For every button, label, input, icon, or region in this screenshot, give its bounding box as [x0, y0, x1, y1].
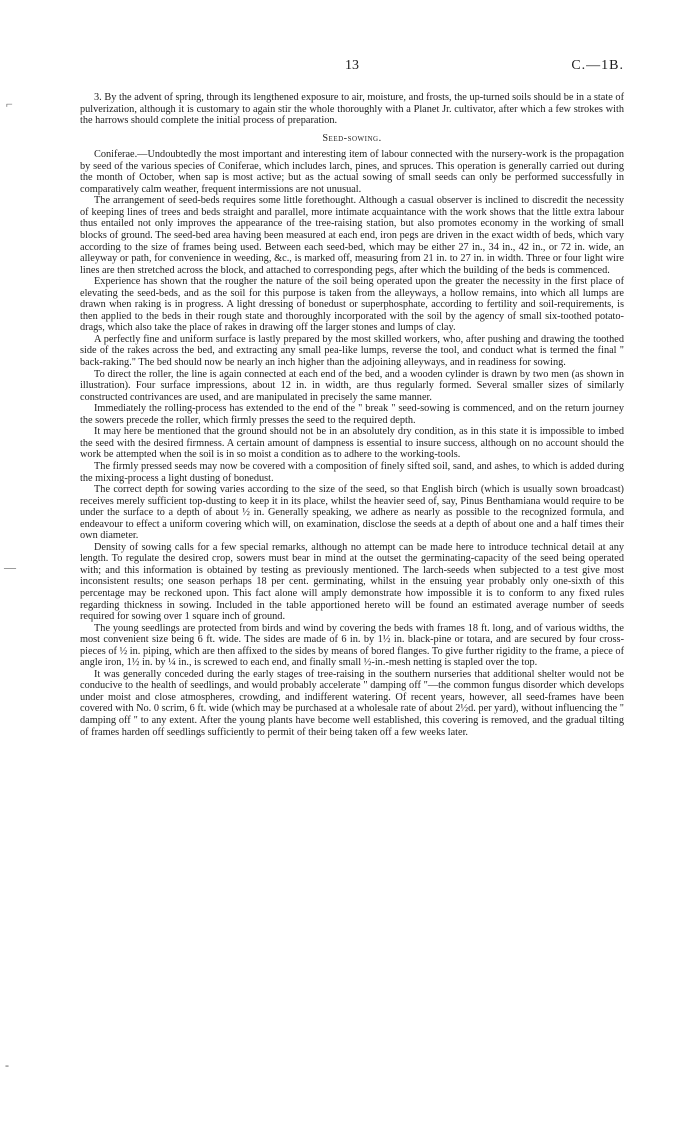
paragraph: Experience has shown that the rougher the nature of the soil being operated upon the greater the necessity in the first place of elevating the seed-beds, and as the soil for this purpose is taken from the alleyways, a hollow remains, into which all lumps are drawn when raking is in progress. A light dressing of bonedust or superphosphate, according to fertility and soil-requirements, is then applied to the beds in their rough state and thoroughly incorporated with the soil by the agency of small six-toothed potato-drags, which also take the place of rakes in drawing off the larger stones and lumps of clay.	[80, 276, 624, 334]
paragraph: The firmly pressed seeds may now be covered with a composition of finely sifted soil, sand, and ashes, to which is added during the mixing-process a light dusting of bonedust.	[80, 460, 624, 484]
paragraph: Coniferae.—Undoubtedly the most important and interesting item of labour connected with the nursery-work is the propagation by seed of the various species of Coniferae, which includes larch, pines, and spruces. This operation is generally carried out during the month of October, when sap is most active; but as the actual sowing of small seeds can only be performed successfully in comparatively calm weather, frequent intermissions are not unusual.	[80, 149, 624, 195]
paragraph: The young seedlings are protected from birds and wind by covering the beds with frames 18 ft. long, and of various widths, the most convenient size being 6 ft. wide. The sides are made of 6 in. by 1½ in. black-pine or totara, and are secured by four cross-pieces of ½ in. piping, which are then affixed to the sides by means of bored flanges. To give further rigidity to the frame, a piece of angle iron, 1½ in. by ¼ in., is screwed to each end, and finally small ½-in.-mesh netting is stapled over the top.	[80, 622, 624, 669]
paragraph: Density of sowing calls for a few special remarks, although no attempt can be made here to introduce technical detail at any length. To regulate the desired crop, sowers must bear in mind at the outset the germinating-capacity of the seed being operated with; and this information is obtained by testing as previously mentioned. The larch-seeds when subjected to a test give most inconsistent results; one season perhaps 18 per cent. germinating, whilst in the ensuing year probably only one-sixth of this percentage may be reckoned upon. This fact alone will amply demonstrate how impossible it is to conform to any fixed rules regarding thickness in sowing. Included in the table apportioned hereto will be found an estimated average number of seeds required for sowing over 1 square inch of ground.	[80, 541, 624, 623]
page-header	[80, 58, 624, 78]
paragraph: It may here be mentioned that the ground should not be in an absolutely dry condition, as in this state it is impossible to imbed the seed with the desired firmness. A certain amount of dampness is essential to insure success, although on no account should the work be attempted when the soil is in so moist a condition as to adhere to the working-tools.	[80, 426, 624, 461]
margin-mark: ⌐	[6, 97, 13, 111]
paragraph: The arrangement of seed-beds requires some little forethought. Although a casual observer is inclined to discredit the necessity of keeping lines of trees and beds straight and parallel, more intimate acquaintance with the work shows that the little extra labour thus entailed not only improves the appearance of the tree-raising station, but also promotes economy in the working of small blocks of ground. The seed-bed area having been measured at each end, iron pegs are driven in the exact width of beds, which vary according to the size of frames being used. Between each seed-bed, which may be either 27 in., 34 in., 42 in., or 72 in. wide, an alleyway or path, for convenience in weeding, &c., is marked off, measuring from 21 in. to 27 in. in width. Three or four light wire lines are then stretched across the block, and attached to corresponding pegs, after which the building of the beds is commenced.	[80, 195, 624, 276]
paragraph: 3. By the advent of spring, through its lengthened exposure to air, moisture, and frosts, the up-turned soils should be in a state of pulverization, although it is customary to again stir the whole thoroughly with a Planet Jr. cultivator, after which a few strokes with the harrows should complete the initial process of preparation.	[80, 92, 624, 127]
body-text	[80, 92, 624, 738]
section-heading: Seed-sowing.	[322, 132, 382, 144]
paragraph: To direct the roller, the line is again connected at each end of the bed, and a wooden cylinder is drawn by two men (as shown in illustration). Four surface impressions, about 12 in. in width, are thus regularly formed. Several smaller sizes of similarly constructed contrivances are used, and are manipulated in precisely the same manner.	[80, 368, 624, 403]
page-number: 13	[345, 58, 359, 73]
paragraph: It was generally conceded during the early stages of tree-raising in the southern nurseries that additional shelter would not be conducive to the health of seedlings, and would probably accelerate " damping off "—the common fungus disorder which develops under moist and close atmospheres, crowding, and indifferent watering. Of recent years, however, all seed-frames have been covered with No. 0 scrim, 6 ft. wide (which may be purchased at a wholesale rate of about 2½d. per yard), without influencing the " damping off " to any extent. After the young plants have become well established, this covering is removed, and the gradual tilting of frames harden off seedlings sufficiently to permit of their being taken off a few weeks later.	[80, 668, 624, 738]
margin-mark: —	[4, 560, 16, 574]
paragraph: The correct depth for sowing varies according to the size of the seed, so that English birch (which is usually sown broadcast) receives merely sufficient top-dusting to keep it in its place, whilst the heavier seed of, say, Pinus Benthamiana would require to be under the surface to a depth of about ½ in. Generally speaking, we adhere as nearly as possible to the recognized formula, and endeavour to effect a uniform covering which will, on examination, disclose the seeds at a depth of about one and a half times their own diameter.	[80, 484, 624, 542]
paragraph: Immediately the rolling-process has extended to the end of the " break " seed-sowing is commenced, and on the return journey the sowers precede the roller, which firmly presses the seed to the required depth.	[80, 403, 624, 426]
document-reference: C.—1B.	[571, 58, 624, 73]
paragraph: A perfectly fine and uniform surface is lastly prepared by the most skilled workers, who, after pushing and drawing the toothed side of the rakes across the bed, and extracting any small pea-like lumps, reverse the tool, and conduct what is termed the final " back-raking." The bed should now be nearly an inch higher than the adjoining alleyways, and in readiness for sowing.	[80, 333, 624, 369]
margin-mark: -	[5, 1058, 9, 1072]
